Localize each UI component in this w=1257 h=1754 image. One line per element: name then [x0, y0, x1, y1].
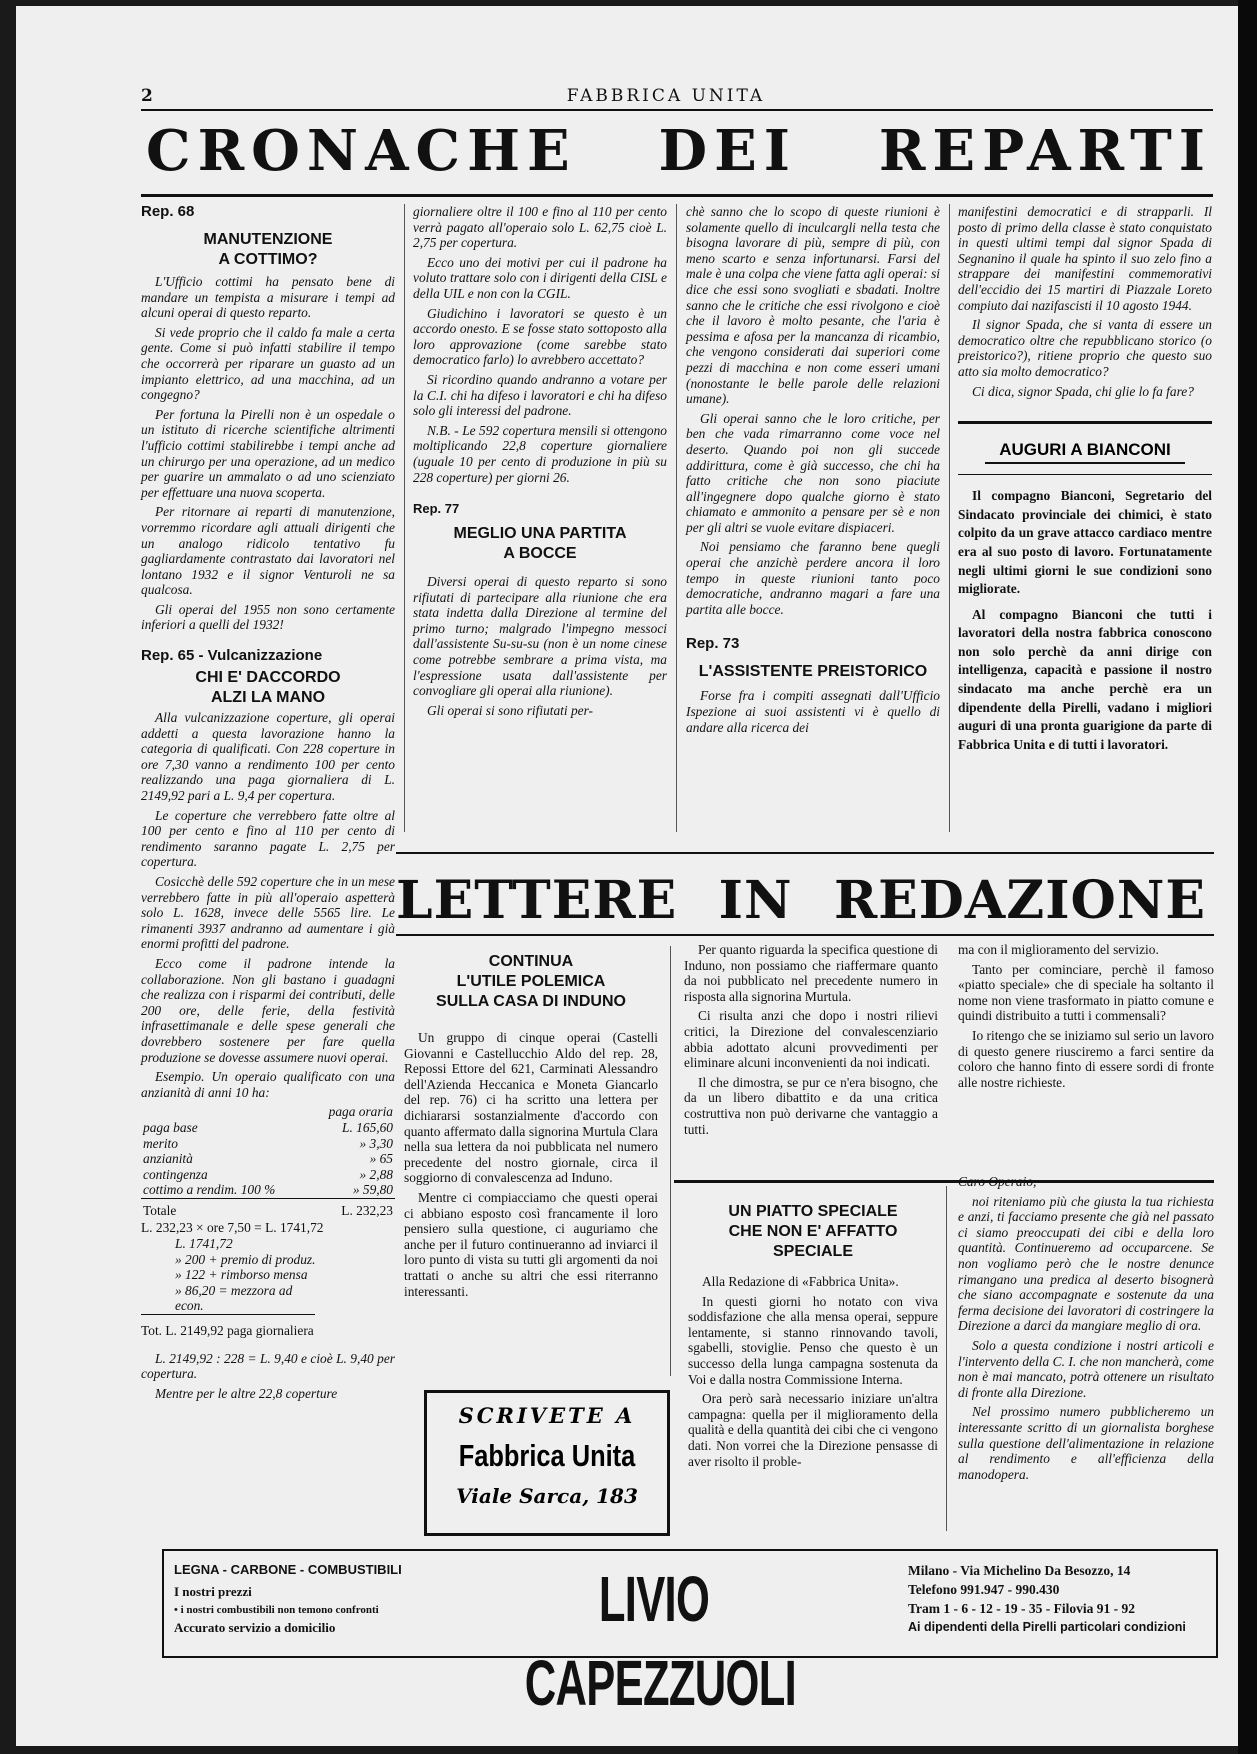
lettere-bottom-rule	[396, 934, 1214, 936]
paragraph: In questi giorni ho notato con viva soddisfazione che alla mensa operai, seppure lentamente, si stanno rinnovando tavoli, sgabelli, stoviglie. Penso che questo è un successo della lunga campagna sostenuta da Voi e dalla nostra Commissione Interna.	[688, 1293, 938, 1387]
paragraph: giornaliere oltre il 100 e fino al 110 per cento verrà pagato all'operaio solo L. 62,75 cioè L. 2,75 per copertura.	[413, 204, 667, 251]
ad-right-line: Milano - Via Michelino Da Besozzo, 14	[908, 1563, 1131, 1578]
table-cell: » 65	[369, 1151, 393, 1167]
article-preistorico-cont	[958, 204, 1212, 399]
headline-line: A BOCCE	[503, 545, 577, 563]
table-row	[141, 1198, 395, 1218]
paragraph: Un gruppo di cinque operai (Castelli Giovanni e Castellucchio Aldo del rep. 28, Repossi Ettore del 621, Carminati Alessandro dell'Azienda Heccanica e Moneta Giancarlo del rep. 76) ci ha scritto una lettera per dichiararsi sostanzialmente d'accordo con quanto affermato dalla signorina Murtula Clara nella sua lettera da noi pubblicata nel numero precedente del nostro giornale, circa il soggiorno di convalescenza ad Induno.	[404, 1030, 658, 1186]
ad-right-line: Ai dipendenti della Pirelli particolari condizioni	[908, 1620, 1186, 1634]
headline-line: SULLA CASA DI INDUNO	[436, 993, 626, 1010]
article-preistorico	[686, 688, 940, 735]
calc-line: L. 1741,72	[175, 1236, 233, 1252]
rep-68-label: Rep. 68	[141, 203, 195, 220]
paragraph: Ora però sarà necessario iniziare un'altra campagna: quella per il miglioramento della qualità e della quantità dei cibi che ci vengono dati. Non vorrei che la Direzione pensasse di aver risolto il proble-	[688, 1391, 938, 1469]
calc-total: Tot. L. 2149,92 paga giornaliera	[141, 1323, 314, 1339]
ad-left-line: Accurato servizio a domicilio	[174, 1620, 336, 1635]
article-bocce-cont	[686, 204, 940, 617]
article-induno-cont	[684, 942, 938, 1137]
auguri-rule	[958, 421, 1212, 424]
paragraph: Al compagno Bianconi che tutti i lavoratori della nostra fabbrica conoscono non solo perchè da anni dirige con intelligenza, capacità e passione il nostro sindacato ma anche perchè era un dipendente della Pirelli, vadano i migliori auguri di una pronta guarigione da parte di Fabbrica Unita e di tutti i lavoratori.	[958, 606, 1212, 752]
lettere-title-word: REDAZIONE	[833, 870, 1206, 931]
calculation	[141, 1220, 395, 1338]
ad-left-line: • i nostri combustibili non temono confronti	[174, 1604, 379, 1616]
table-row	[141, 1167, 395, 1183]
calc-line: » 200 + premio di produz.	[175, 1251, 316, 1267]
paragraph: Forse fra i compiti assegnati dall'Ufficio Ispezione ai suoi assistenti vi è quello di andare alla ricerca dei	[686, 688, 940, 735]
pay-table	[141, 1104, 395, 1218]
column-divider	[676, 204, 677, 832]
lettere-column-2	[684, 942, 938, 1141]
lettere-column-3	[958, 942, 1214, 1094]
table-row	[141, 1136, 395, 1152]
paragraph: Per quanto riguarda la specifica questione di Induno, non possiamo che riaffermare quanto da noi pubblicato nel precedente numero in risposta alla signorina Murtula.	[684, 942, 938, 1004]
paragraph: Noi pensiamo che faranno bene quegli operai che anzichè perdere ancora il loro tempo in queste riunioni tanto poco democratiche, andranno magari a fare una partita alle bocce.	[686, 539, 940, 617]
paragraph: Il signor Spada, che si vanta di essere un democratico oltre che repubblicano storico (o preistorico?), ritiene proprio che questo suo atto sia molto democratico?	[958, 317, 1212, 379]
newspaper-page	[16, 6, 1238, 1746]
lettere-column-2b	[688, 1202, 938, 1473]
calc-line: » 86,20 = mezzora ad econ.	[141, 1283, 315, 1315]
headline-line: A COTTIMO?	[218, 251, 318, 268]
table-cell: paga base	[143, 1119, 198, 1135]
lettere-top-rule	[396, 852, 1214, 854]
ad-left	[174, 1561, 434, 1637]
column-4	[958, 204, 1212, 761]
page-number: 2	[141, 86, 153, 106]
paragraph: Solo a questa condizione i nostri articoli e l'intervento della C. I. che non mancherà, come non è mai mancato, potrà ottenere un risultato di fronte alla Direzione.	[958, 1337, 1214, 1400]
paragraph: Ecco come il padrone intende la collaborazione. Non gli bastano i guadagni che realizza con i risparmi dei contributi, delle 200 ore, delle ferie, della festività infrasettimanale e delle spese generali che dovrebbero sostenere per fare quella produzione se dovesse assumere nuovi operai.	[141, 955, 395, 1065]
paragraph: Gli operai si sono rifiutati per-	[427, 702, 594, 718]
headline-piatto	[688, 1202, 938, 1262]
paragraph: Il che dimostra, se pur ce n'era bisogno, che da un libero dibattito e da una critica costruttiva non può derivarne che vantaggio a tutti.	[684, 1074, 938, 1137]
table-cell: Totale	[143, 1202, 177, 1218]
paragraph: L'Ufficio cottimi ha pensato bene di mandare un tempista a misurare i tempi ad alcuni operai di questo reparto.	[141, 274, 395, 321]
column-divider	[404, 204, 405, 832]
paragraph: Si ricordino quando andranno a votare per la C.I. chi ha difeso i lavoratori e chi ha difeso solo gli interessi del padrone.	[413, 371, 667, 419]
paragraph: Tanto per cominciare, perchè il famoso «piatto speciale» che di speciale ha soltanto il nome non viene trasformato in piatto comune e quindi distribuito a tutti i commensali?	[958, 961, 1214, 1024]
paragraph: Le coperture che verrebbero fatte oltre al 100 per cento e fino al 110 per cento di rendimento saranno pagate L. 2,75 per copertura.	[141, 807, 395, 870]
headline-line: CONTINUA	[488, 953, 574, 970]
paragraph: Alla Redazione di «Fabbrica Unita».	[702, 1274, 899, 1289]
article-bocce	[413, 574, 667, 718]
paragraph: N.B. - Le 592 copertura mensili si ottengono moltiplicando 22,8 coperture giornaliere (uguale 10 per cento di produzione in più su 228 coperture) per giorni 26.	[413, 422, 667, 485]
article-auguri	[958, 487, 1212, 754]
headline-manutenzione	[141, 230, 395, 270]
section-title	[146, 118, 1212, 184]
scrivete-name: Fabbrica Unita	[458, 1438, 636, 1473]
headline-preistorico: L'ASSISTENTE PREISTORICO	[698, 663, 928, 681]
paragraph: Giudichino i lavoratori se questo è un accordo onesto. E se fosse stato sottoposto alla loro approvazione (come sarebbe stato democratico farlo) lo avrebbero accettato?	[413, 305, 667, 368]
paragraph: Diversi operai di questo reparto si sono rifiutati di partecipare alla riunione che era stata indetta dalla Direzione al termine del primo turno; malgrado l'impegno messoci dall'assistente Su-su-su (non è un nome cinese come potrebbe sembrare a prima vista, ma l'espressione usata dall'assistente per convogliare gli operai alla riunione).	[413, 574, 667, 699]
article-manutenzione	[141, 274, 395, 633]
table-cell: anzianità	[143, 1151, 193, 1167]
article-vulcanizzazione-cont	[413, 204, 667, 485]
article-piatto-cont	[958, 942, 1214, 1090]
article-vulcanizzazione	[141, 710, 395, 1100]
paragraph: Gli operai del 1955 non sono certamente inferiori a quelli del 1932!	[141, 601, 395, 633]
paragraph: Io ritengo che se iniziamo sul serio un lavoro di questo genere riusciremo a farci sentire da coloro che hanno finto di essere sordi di fronte alle nostre richieste.	[958, 1027, 1214, 1090]
header-rule	[141, 109, 1213, 111]
calc-line: L. 232,23 × ore 7,50 = L. 1741,72	[141, 1220, 324, 1236]
advertisement	[162, 1549, 1218, 1719]
auguri-title: AUGURI A BIANCONI	[985, 440, 1185, 464]
paragraph: Alla vulcanizzazione coperture, gli operai addetti a questa lavorazione hanno la categoria di qualificati. Con 228 coperture in ore 7,30 vanno a rendimento 100 per cento realizzando una paga giornaliera di L. 2149,92 pari a L. 9,4 per copertura.	[141, 710, 395, 804]
headline-line: MEGLIO UNA PARTITA	[453, 525, 627, 543]
headline-daccordo	[141, 668, 395, 708]
scrivete-box	[424, 1390, 670, 1536]
paragraph: Ci dica, signor Spada, chi glie lo fa fare?	[972, 383, 1194, 399]
column-divider	[670, 946, 671, 1376]
table-cell: L. 232,23	[341, 1202, 393, 1218]
lettere-title-word: LETTERE	[396, 870, 678, 931]
paragraph: Ci risulta anzi che dopo i nostri rilievi critici, la Direzione del convalescenziario abbia adottato alcuni provvedimenti per eliminare alcuni inconvenienti da noi indicati.	[684, 1008, 938, 1071]
table-cell: contingenza	[143, 1166, 208, 1182]
table-row	[141, 1120, 395, 1136]
paragraph: Il compagno Bianconi, Segretario del Sindacato provinciale dei chimici, è stato colpito da un grave attacco cardiaco mentre era al suo posto di lavoro. Fortunatamente negli ultimi giorni le sue condizioni sono migliorate.	[958, 488, 1212, 597]
scrivete-line: SCRIVETE A	[458, 1403, 636, 1428]
headline-line: CHE NON E' AFFATTO	[728, 1223, 898, 1240]
paragraph: chè sanno che lo scopo di queste riunioni è solamente quello di inculcargli nella testa che bisogna lavorare di più, sempre di più, con meno scarto e senza infortunarsi. Farsi del male è una colpa che viene fatta agli operai: si dice che essi sono svogliati e sbadati. Inoltre sanno che le critiche che essi rivolgono e cioè che il lavoro è molto pesante, che l'aria è pessima e afosa per la mancanza di ricambio, che vengono considerati dai superiori come pezzi di macchina e non come esseri umani (nonostante le belle parole delle relazioni umane).	[686, 204, 940, 407]
paragraph: Per ritornare ai reparti di manutenzione, vorremmo ricordare agli attuali dirigenti che un analogo ridicolo tentativo fu gagliardamente contrastato dai lavoratori nel lontano 1932 e il signor Venturoli ne sa qualcosa.	[141, 504, 395, 598]
paragraph: Ecco uno dei motivi per cui il padrone ha voluto trattare solo con i dirigenti della CISL e della UIL e non con la CGIL.	[413, 254, 667, 301]
headline-line: ALZI LA MANO	[210, 689, 326, 707]
column-1	[141, 203, 395, 1405]
rep-77-label: Rep. 77	[413, 501, 460, 517]
headline-line: MANUTENZIONE	[203, 231, 333, 248]
lettere-column-1	[404, 952, 658, 1303]
section-title-word: CRONACHE	[146, 118, 577, 184]
reply	[958, 1174, 1214, 1482]
headline-line: UN PIATTO SPECIALE	[728, 1203, 898, 1220]
lettere-title-word: IN	[718, 870, 793, 931]
paragraph: noi riteniamo più che giusta la tua richiesta e anzi, ti facciamo presente che già nel passato ci siamo preoccupati dei cibi e della loro quantità. Continueremo ad occuparcene. Se non vogliamo però che le nostre denunce rimangano una predica al deserto bisognerà che siano accompagnate e sostenute da una ferma decisione dei lavoratori di costringere la Direzione a darci da mangiare meglio di ora.	[958, 1193, 1214, 1334]
calc-line: » 122 + rimborso mensa	[175, 1267, 308, 1283]
rep-65-label: Rep. 65 - Vulcanizzazione	[141, 647, 323, 665]
ad-right-line: Telefono 991.947 - 990.430	[908, 1582, 1060, 1597]
column-2	[413, 204, 667, 722]
paragraph: Mentre per le altre 22,8 coperture	[155, 1385, 338, 1401]
paragraph: L. 2149,92 : 228 = L. 9,40 e cioè L. 9,40 per copertura.	[141, 1350, 395, 1382]
paragraph: Si vede proprio che il caldo fa male a certa gente. Come si può infatti stabilire il tempo che occorrerà per riparare un guasto ad un impianto elettrico, ad una macchina, ad un congegno?	[141, 324, 395, 403]
lettere-title	[396, 870, 1206, 931]
ad-name: LIVIO CAPEZZUOLI	[524, 1563, 797, 1719]
ad-right-line: Tram 1 - 6 - 12 - 19 - 35 - Filovia 91 - 92	[908, 1601, 1135, 1616]
table-cell: » 2,88	[359, 1166, 393, 1182]
paragraph: Cosicchè delle 592 coperture che in un mese verrebbero fatte in più all'operaio aspetterà solo L. 1628, invece delle 5565 lire. Le rimanenti 3937 andranno ad aumentare i già enormi profitti del padrone.	[141, 874, 395, 952]
column-3	[686, 204, 940, 739]
table-cell: merito	[143, 1135, 178, 1151]
final-text	[141, 1351, 395, 1402]
auguri-subrule	[958, 474, 1212, 475]
section-title-word: REPARTI	[878, 118, 1212, 184]
section-title-word: DEI	[658, 118, 797, 184]
table-row	[141, 1182, 395, 1198]
title-rule	[141, 194, 1213, 197]
headline-line: SPECIALE	[772, 1243, 853, 1260]
column-divider	[946, 1186, 947, 1531]
scan-edge	[1238, 0, 1257, 1754]
paragraph: ma con il miglioramento del servizio.	[958, 942, 1159, 957]
headline-bocce	[413, 524, 667, 564]
ad-left-line: I nostri prezzi	[174, 1584, 252, 1599]
salutation: Caro Operaio,	[958, 1174, 1037, 1189]
headline-line: L'UTILE POLEMICA	[456, 973, 606, 990]
headline-induno	[404, 952, 658, 1012]
headline-line: CHI E' DACCORDO	[195, 669, 341, 687]
ad-left-title: LEGNA - CARBONE - COMBUSTIBILI	[174, 1562, 402, 1577]
table-cell: L. 165,60	[342, 1119, 393, 1135]
table-cell: cottimo a rendim. 100 %	[141, 1182, 310, 1198]
table-cell: » 59,80	[310, 1182, 395, 1198]
paragraph: manifestini democratici e di strapparli. Il posto di primo della classe è stato conquistato in questi ultimi tempi dal signor Spada di Segnanino il quale ha spinto il suo zelo fino a strappare dei manifestini commemorativi dell'eccidio dei 15 martiri di Piazzale Loreto compiuto dai nazifascisti il 10 agosto 1944.	[958, 204, 1212, 313]
table-cell: » 3,30	[359, 1135, 393, 1151]
paragraph: Esempio. Un operaio qualificato con una anzianità di anni 10 ha:	[141, 1069, 395, 1100]
paragraph: Per fortuna la Pirelli non è un ospedale o un istituto di ricerche scientifiche altrimenti l'ufficio cottimi stabilirebbe i tempi anche ad un chirurgo per una operazione, ad un medico per guarire un ammalato o ad uno scienziato per effettuare una nuova scoperta.	[141, 406, 395, 500]
scrivete-address: Viale Sarca, 183	[456, 1484, 638, 1508]
paragraph: Nel prossimo numero pubblicheremo un interessante scritto di un giornalista borghese sulla questione dell'alimentazione in relazione al rendimento e all'efficienza della manodopera.	[958, 1404, 1214, 1482]
table-header: paga oraria	[328, 1104, 393, 1120]
lettere-column-3b	[958, 1174, 1214, 1486]
article-induno	[404, 1030, 658, 1299]
ad-right	[908, 1561, 1208, 1637]
rep-73-label: Rep. 73	[686, 635, 740, 653]
paragraph: Mentre ci compiacciamo che questi operai ci abbiano esposto così francamente il loro pensiero sulla questione, ci auguriamo che anche per il futuro continueranno ad inviarci il loro punto di vista su tutti gli argomenti da noi trattati o anche su altri che essi riterranno interessanti.	[404, 1189, 658, 1299]
column-divider	[949, 204, 950, 832]
table-row	[141, 1151, 395, 1167]
article-piatto	[688, 1274, 938, 1469]
running-head: FABBRICA UNITA	[566, 86, 766, 106]
paragraph: Gli operai sanno che le loro critiche, per ben che vada rimarranno come voce nel deserto. Quando poi non gli succede addirittura, come è già successo, che chi ha fatto critiche che non sono piaciute all'ingegnere dopo qualche giorno è stato chiamato e ammonito a pensare per sè e non per gli altri se vuole evitare dispiaceri.	[686, 410, 940, 535]
